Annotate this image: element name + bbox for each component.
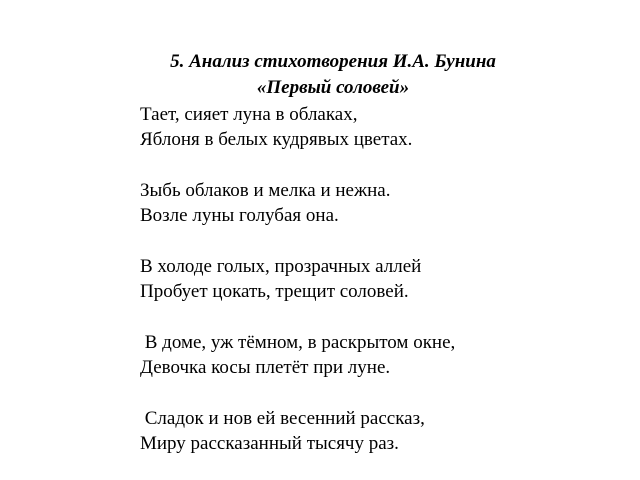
stanza-5 <box>140 406 620 456</box>
poem-line: Тает, сияет луна в облаках, <box>140 104 358 125</box>
heading-line-1: 5. Анализ стихотворения И.А. Бунина <box>170 51 496 72</box>
stanza-4 <box>140 330 620 380</box>
stanza-3 <box>140 254 620 304</box>
poem-line: В доме, уж тёмном, в раскрытом окне, <box>140 332 456 353</box>
stanza-2 <box>140 178 620 228</box>
poem-line: Сладок и нов ей весенний рассказ, <box>140 408 425 429</box>
poem-line: Возле луны голубая она. <box>140 205 339 226</box>
poem-body <box>140 102 620 480</box>
poem-line: Яблоня в белых кудрявых цветах. <box>140 129 413 150</box>
poem-line: Зыбь облаков и мелка и нежна. <box>140 180 391 201</box>
stanza-1 <box>140 102 620 152</box>
poem-line: Пробует цокать, трещит соловей. <box>140 281 409 302</box>
poem-line: Миру рассказанный тысячу раз. <box>140 433 399 454</box>
poem-line: В холоде голых, прозрачных аллей <box>140 256 422 277</box>
poem-line: Девочка косы плетёт при луне. <box>140 357 391 378</box>
heading-line-2: «Первый соловей» <box>256 77 410 98</box>
